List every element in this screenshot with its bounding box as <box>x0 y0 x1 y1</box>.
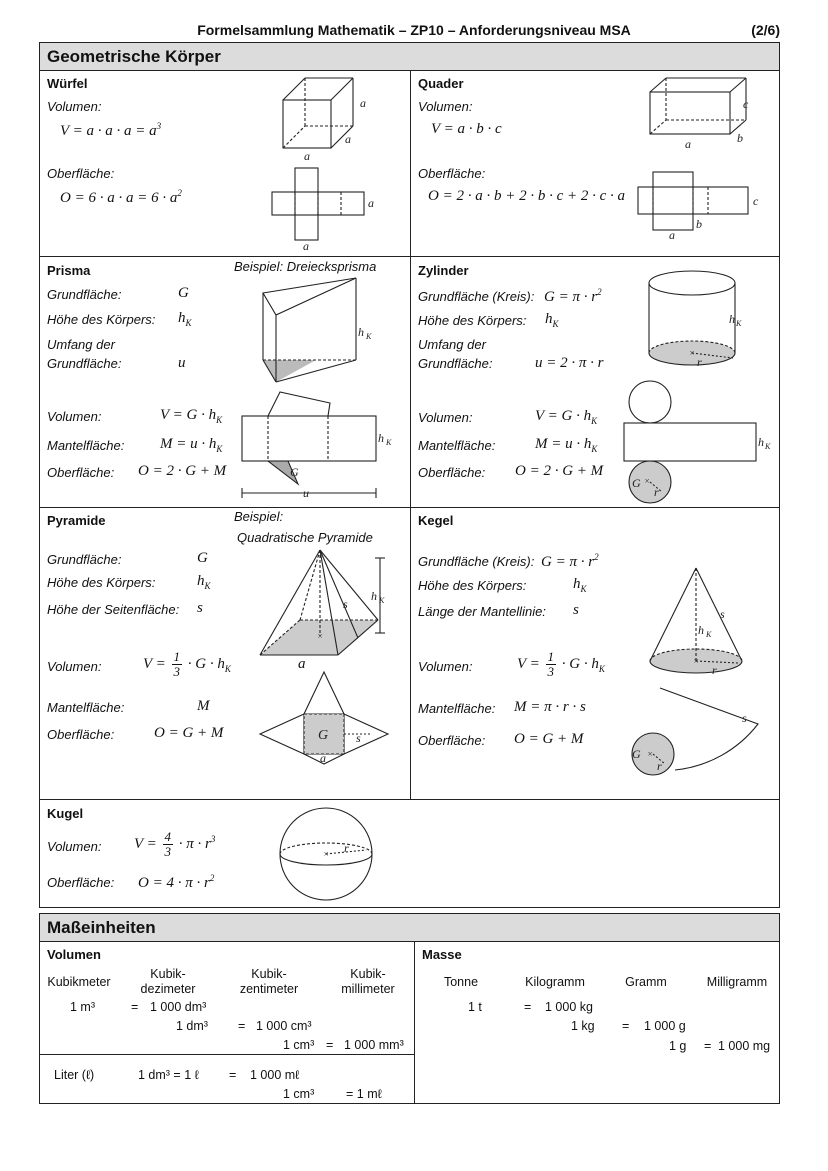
mass-row1-b: 1 000 kg <box>545 1000 593 1014</box>
cube-volume-formula: $V = a \cdot a \cdot a = a^3$ <box>60 121 162 139</box>
liter-row1-a: 1 dm³ = 1 ℓ <box>138 1068 199 1082</box>
cone-slant-label: Länge der Mantellinie: <box>418 604 546 619</box>
sphere-volume-formula: V = $\frac{4}{3}$ · $\pi \cdot r^3$ <box>134 829 216 859</box>
svg-text:h: h <box>758 435 764 449</box>
cone-lateral-formula: M = π · r · s <box>514 699 586 715</box>
cone-surface-label: Oberfläche: <box>418 733 486 748</box>
cube-surface-formula: $O = 6 \cdot a \cdot a = 6 \cdot a^2$ <box>60 188 182 206</box>
cuboid-figure <box>640 72 760 152</box>
prism-figure <box>258 278 388 388</box>
pyramid-fig-a: a <box>298 656 306 672</box>
cylinder-perimeter-label-2: Grundfläche: <box>418 356 493 371</box>
prism-net-figure <box>240 392 400 502</box>
svg-text:K: K <box>386 438 392 447</box>
liter-label: Liter (ℓ) <box>54 1068 95 1082</box>
mass-row3-a: 1 g <box>669 1039 687 1053</box>
prism-height-symbol: $h_K$ <box>178 310 192 328</box>
prism-height-label: Höhe des Körpers: <box>47 312 156 327</box>
prism-volume-label: Volumen: <box>47 409 102 424</box>
cone-title: Kegel <box>418 513 454 528</box>
svg-text:r: r <box>344 841 349 855</box>
header-gramm: Gramm <box>625 975 667 989</box>
cylinder-surface-formula: O = 2 · G + M <box>515 463 604 479</box>
prism-title: Prisma <box>47 263 91 278</box>
pyramid-base-label: Grundfläche: <box>47 552 122 567</box>
svg-text:K: K <box>379 596 385 605</box>
cuboid-surface-label: Oberfläche: <box>418 166 486 181</box>
cuboid-net-figure <box>636 172 764 242</box>
svg-text:h: h <box>358 325 364 339</box>
pyramid-volume-label: Volumen: <box>47 659 102 674</box>
cube-volume-label: Volumen: <box>47 99 102 114</box>
pyramid-height-label: Höhe des Körpers: <box>47 575 156 590</box>
vol-row1-eq: = <box>131 1000 139 1014</box>
pyramid-lateral-symbol: M <box>197 698 210 714</box>
cylinder-base-label: Grundfläche (Kreis): <box>418 289 535 304</box>
cube-net-figure <box>270 168 390 253</box>
cylinder-lateral-formula: $M = u \cdot h_K$ <box>535 436 598 454</box>
mass-row3-b: 1 000 mg <box>718 1039 771 1053</box>
svg-text:K: K <box>706 630 712 639</box>
cube-surface-label: Oberfläche: <box>47 166 115 181</box>
svg-text:s: s <box>343 597 348 611</box>
vol-row3-eq: = <box>326 1038 334 1052</box>
svg-text:h: h <box>729 312 735 326</box>
svg-text:s: s <box>356 731 361 745</box>
cylinder-figure <box>645 268 775 378</box>
svg-text:K: K <box>736 319 742 328</box>
cone-surface-formula: O = G + M <box>514 731 584 747</box>
cylinder-base-formula: $G = \pi \cdot r^2$ <box>544 287 602 305</box>
cylinder-perimeter-label-1: Umfang der <box>418 337 486 352</box>
liter-row2-a: 1 cm³ <box>283 1087 315 1101</box>
svg-text:×: × <box>693 656 700 666</box>
cylinder-height-label: Höhe des Körpers: <box>418 313 527 328</box>
svg-text:×: × <box>689 348 696 358</box>
pyramid-volume-formula: V = $\frac{1}{3}$ · $G \cdot h_K$ <box>143 649 231 679</box>
vol-row1-a: 1 m³ <box>70 1000 95 1014</box>
pyramid-example-1: Beispiel: <box>234 509 284 524</box>
svg-text:r: r <box>712 663 717 677</box>
pyramid-net-figure <box>258 670 398 770</box>
pyramid-slant-label: Höhe der Seitenfläche: <box>47 602 180 617</box>
mass-row1-a: 1 t <box>468 1000 482 1014</box>
prism-example: Beispiel: Dreiecksprisma <box>234 259 377 274</box>
cuboid-surface-formula: O = 2 · a · b + 2 · b · c + 2 · c · a <box>428 188 626 204</box>
vol-row2-a: 1 dm³ <box>176 1019 208 1033</box>
vol-row3-a: 1 cm³ <box>283 1038 315 1052</box>
cube-title: Würfel <box>47 76 88 91</box>
cylinder-title: Zylinder <box>418 263 469 278</box>
page-number: (2/6) <box>751 22 780 38</box>
svg-text:b: b <box>737 131 743 145</box>
sphere-surface-label: Oberfläche: <box>47 875 115 890</box>
svg-text:a: a <box>368 196 374 210</box>
cone-base-formula: $G = \pi \cdot r^2$ <box>541 552 599 570</box>
pyramid-lateral-label: Mantelfläche: <box>47 700 125 715</box>
svg-text:a: a <box>669 228 675 242</box>
header-cubic-millimeter: Kubik- millimeter <box>341 967 395 996</box>
pyramid-height-symbol: $h_K$ <box>197 573 211 591</box>
pyramid-surface-formula: O = G + M <box>154 725 224 741</box>
cuboid-title: Quader <box>418 76 464 91</box>
pyramid-base-symbol: G <box>197 550 208 566</box>
svg-text:G: G <box>318 728 329 743</box>
cylinder-volume-formula: $V = G \cdot h_K$ <box>535 408 598 426</box>
svg-text:c: c <box>753 194 759 208</box>
cylinder-surface-label: Oberfläche: <box>418 465 486 480</box>
pyramid-example-2: Quadratische Pyramide <box>237 530 373 545</box>
mass-row3-eq: = <box>704 1039 712 1053</box>
header-milligramm: Milligramm <box>706 975 768 989</box>
cone-volume-label: Volumen: <box>418 659 473 674</box>
header-kilogramm: Kilogramm <box>525 975 585 989</box>
svg-text:G: G <box>632 747 641 761</box>
mass-row2-b: 1 000 g <box>644 1019 686 1033</box>
svg-text:u: u <box>303 486 309 500</box>
pyramid-title: Pyramide <box>47 513 106 528</box>
mass-row1-eq: = <box>524 1000 532 1014</box>
svg-text:G: G <box>290 465 299 479</box>
svg-text:s: s <box>720 607 725 621</box>
section-title-units: Maßeinheiten <box>40 914 779 942</box>
cylinder-height-symbol: $h_K$ <box>545 311 559 329</box>
header-cubic-decimeter: Kubik- dezimeter <box>140 967 196 996</box>
header-tonne: Tonne <box>443 975 479 989</box>
svg-text:s: s <box>742 711 747 725</box>
svg-text:×: × <box>644 476 651 486</box>
vol-row1-b: 1 000 dm³ <box>150 1000 207 1014</box>
mass-row2-eq: = <box>622 1019 630 1033</box>
svg-text:a: a <box>320 751 326 765</box>
mass-row2-a: 1 kg <box>571 1019 595 1033</box>
svg-text:c: c <box>743 97 749 111</box>
svg-text:b: b <box>696 217 702 231</box>
cube-figure <box>270 70 390 165</box>
svg-text:K: K <box>366 332 372 341</box>
cylinder-net-figure <box>620 380 775 506</box>
svg-text:h: h <box>698 623 704 637</box>
cone-net-figure <box>620 684 770 784</box>
prism-lateral-label: Mantelfläche: <box>47 438 125 453</box>
liter-row1-eq: = <box>229 1068 237 1082</box>
sphere-figure <box>278 806 378 906</box>
volume-units-title: Volumen <box>47 947 101 962</box>
prism-perimeter-symbol: u <box>178 355 186 371</box>
svg-text:r: r <box>697 355 702 369</box>
svg-text:a: a <box>360 96 366 110</box>
cuboid-volume-label: Volumen: <box>418 99 473 114</box>
svg-text:h: h <box>378 431 384 445</box>
header-cubic-centimeter: Kubik- zentimeter <box>239 967 299 996</box>
cone-slant-symbol: s <box>573 602 579 618</box>
liter-row1-b: 1 000 mℓ <box>250 1068 300 1082</box>
prism-lateral-formula: $M = u \cdot h_K$ <box>160 436 223 454</box>
prism-surface-label: Oberfläche: <box>47 465 115 480</box>
pyramid-figure <box>258 548 398 663</box>
cone-base-label: Grundfläche (Kreis): <box>418 554 535 569</box>
document-title: Formelsammlung Mathematik – ZP10 – Anforderungsniveau MSA <box>197 22 631 38</box>
prism-volume-formula: $V = G \cdot h_K$ <box>160 407 223 425</box>
liter-row2-eq: = 1 mℓ <box>346 1087 382 1101</box>
mass-units-title: Masse <box>422 947 462 962</box>
vol-row2-eq: = <box>238 1019 246 1033</box>
section-title-geometric-bodies: Geometrische Körper <box>40 43 779 71</box>
svg-text:a: a <box>685 137 691 151</box>
svg-text:a: a <box>303 239 309 253</box>
svg-text:G: G <box>632 476 641 490</box>
prism-base-label: Grundfläche: <box>47 287 122 302</box>
svg-text:×: × <box>317 631 324 641</box>
header-cubic-meter: Kubikmeter <box>47 975 111 989</box>
prism-perimeter-label-1: Umfang der <box>47 337 115 352</box>
pyramid-slant-symbol: s <box>197 600 203 616</box>
cuboid-volume-formula: V = a · b · c <box>431 121 502 137</box>
svg-text:r: r <box>657 759 662 773</box>
cylinder-volume-label: Volumen: <box>418 410 473 425</box>
prism-base-symbol: G <box>178 285 189 301</box>
sphere-title: Kugel <box>47 806 84 821</box>
vol-row3-b: 1 000 mm³ <box>344 1038 404 1052</box>
svg-text:×: × <box>323 849 330 859</box>
svg-text:a: a <box>304 149 310 163</box>
prism-perimeter-label-2: Grundfläche: <box>47 356 122 371</box>
svg-text:a: a <box>345 132 351 146</box>
cone-figure <box>648 566 758 676</box>
cylinder-lateral-label: Mantelfläche: <box>418 438 496 453</box>
cone-height-symbol: $h_K$ <box>573 576 587 594</box>
vol-row2-b: 1 000 cm³ <box>256 1019 312 1033</box>
pyramid-surface-label: Oberfläche: <box>47 727 115 742</box>
cone-volume-formula: V = $\frac{1}{3}$ · $G \cdot h_K$ <box>517 649 605 679</box>
cone-height-label: Höhe des Körpers: <box>418 578 527 593</box>
cylinder-perimeter-formula: u = 2 · π · r <box>535 355 604 371</box>
sphere-volume-label: Volumen: <box>47 839 102 854</box>
prism-surface-formula: O = 2 · G + M <box>138 463 227 479</box>
svg-text:×: × <box>647 749 654 759</box>
sphere-surface-formula: $O = 4 \cdot \pi \cdot r^2$ <box>138 873 215 891</box>
svg-text:r: r <box>654 485 659 499</box>
svg-text:K: K <box>765 442 771 451</box>
cone-lateral-label: Mantelfläche: <box>418 701 496 716</box>
svg-text:h: h <box>371 589 377 603</box>
